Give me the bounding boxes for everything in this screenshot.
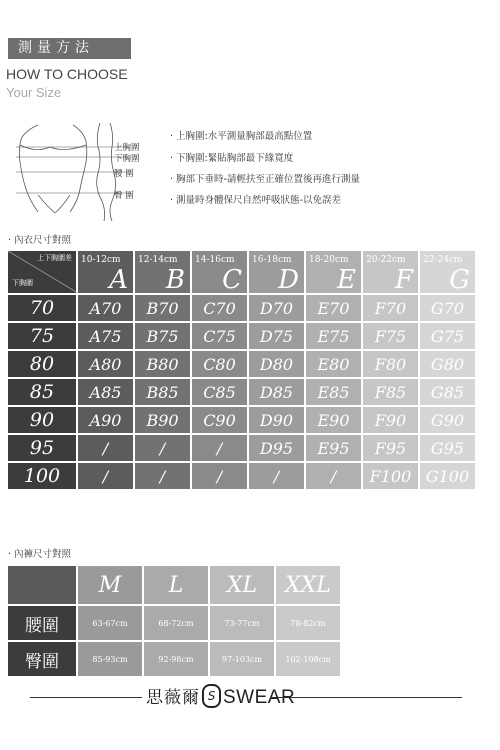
bra-size-cell: C80 <box>192 351 247 377</box>
cup-range: 22-24cm <box>423 255 463 265</box>
bra-size-cell: A70 <box>78 295 133 321</box>
panty-size-header: XXL <box>276 566 340 604</box>
bra-size-cell: A90 <box>78 407 133 433</box>
bra-size-cell: D70 <box>249 295 304 321</box>
underbust-size-cell: 85 <box>8 379 76 405</box>
cup-letter: F <box>394 265 413 295</box>
instruction-text: 下胸圍:緊貼胸部最下緣寬度 <box>176 153 294 164</box>
panty-measure-row <box>8 606 340 640</box>
panty-size-header: M <box>78 566 142 604</box>
bra-size-cell: / <box>306 463 361 489</box>
bra-size-cell: F70 <box>363 295 418 321</box>
bra-size-cell: / <box>135 463 190 489</box>
cup-letter: G <box>449 265 470 295</box>
panty-corner-cell <box>8 566 76 604</box>
cup-header-b <box>135 251 190 293</box>
page-subtitle-en-secondary: Your Size <box>6 85 62 100</box>
cup-range: 12-14cm <box>138 255 178 265</box>
cup-header-f <box>363 251 418 293</box>
bra-size-cell: F80 <box>363 351 418 377</box>
underbust-size-cell: 70 <box>8 295 76 321</box>
panty-size-cell: 68-72cm <box>144 606 208 640</box>
bra-size-cell: G85 <box>420 379 475 405</box>
bra-size-row <box>8 435 475 461</box>
bra-corner-cell <box>8 251 76 293</box>
underbust-size-cell: 100 <box>8 463 76 489</box>
panty-size-header: XL <box>210 566 274 604</box>
figure-label-waist: 腰 圍 <box>114 169 134 179</box>
panty-measure-row <box>8 642 340 676</box>
bra-size-cell: / <box>135 435 190 461</box>
bra-size-cell: B85 <box>135 379 190 405</box>
footer-divider-left <box>30 697 142 698</box>
cup-range: 20-22cm <box>366 255 406 265</box>
bra-size-cell: A80 <box>78 351 133 377</box>
cup-range: 18-20cm <box>309 255 349 265</box>
bra-size-cell: G75 <box>420 323 475 349</box>
bra-size-cell: B80 <box>135 351 190 377</box>
corner-label-underbust: 下胸圍 <box>12 279 33 287</box>
underbust-size-cell: 75 <box>8 323 76 349</box>
bra-size-cell: G90 <box>420 407 475 433</box>
bra-size-cell: B70 <box>135 295 190 321</box>
bra-size-cell: E75 <box>306 323 361 349</box>
bra-size-cell: C90 <box>192 407 247 433</box>
bra-size-cell: C75 <box>192 323 247 349</box>
underbust-size-cell: 80 <box>8 351 76 377</box>
bra-size-cell: E80 <box>306 351 361 377</box>
bra-size-cell: F85 <box>363 379 418 405</box>
bra-size-cell: D90 <box>249 407 304 433</box>
bra-size-cell: C85 <box>192 379 247 405</box>
bra-size-cell: E90 <box>306 407 361 433</box>
instruction-item: · 胸部下垂時-請輕扶至正確位置後再進行測量 <box>170 174 360 185</box>
panty-section-title: · 內褲尺寸對照 <box>8 549 72 560</box>
cup-letter: B <box>165 265 185 295</box>
bra-size-cell: E95 <box>306 435 361 461</box>
bra-size-cell: D85 <box>249 379 304 405</box>
cup-letter: E <box>337 265 356 295</box>
panty-size-header: L <box>144 566 208 604</box>
brand-name-en: SWEAR <box>223 687 296 708</box>
bra-size-cell: D75 <box>249 323 304 349</box>
bra-size-cell: B90 <box>135 407 190 433</box>
panty-size-cell: 63-67cm <box>78 606 142 640</box>
bra-size-cell: A85 <box>78 379 133 405</box>
figure-label-upper-bust: 上胸圍 <box>114 143 140 153</box>
bra-size-cell: D80 <box>249 351 304 377</box>
underbust-size-cell: 90 <box>8 407 76 433</box>
bra-size-table <box>6 249 477 491</box>
cup-letter: D <box>278 265 299 295</box>
bra-size-cell: G95 <box>420 435 475 461</box>
cup-header-a <box>78 251 133 293</box>
panty-size-table <box>6 564 342 678</box>
instruction-item: · 上胸圍:水平測量胸部最高點位置 <box>170 131 313 142</box>
bra-size-cell: E85 <box>306 379 361 405</box>
page-subtitle-en: HOW TO CHOOSE <box>6 66 128 82</box>
brand-name-cn: 思薇爾 <box>146 688 200 708</box>
bra-size-cell: G80 <box>420 351 475 377</box>
figure-label-under-bust: 下胸圍 <box>114 154 140 164</box>
panty-measure-label: 臀圍 <box>8 642 76 676</box>
footer-divider-right <box>272 697 462 698</box>
cup-header-e <box>306 251 361 293</box>
bra-section-title-text: 內衣尺寸對照 <box>14 235 72 246</box>
bra-size-cell: C70 <box>192 295 247 321</box>
bra-size-cell: G100 <box>420 463 475 489</box>
bra-size-row <box>8 379 475 405</box>
bra-size-row <box>8 351 475 377</box>
cup-header-d <box>249 251 304 293</box>
panty-section-title-text: 內褲尺寸對照 <box>14 549 72 560</box>
bra-size-cell: / <box>192 435 247 461</box>
bra-size-cell: A75 <box>78 323 133 349</box>
instruction-text: 測量時身體保尺自然呼吸狀態-以免誤差 <box>176 195 341 206</box>
bra-size-row <box>8 407 475 433</box>
body-silhouette-icon <box>8 117 158 222</box>
bra-size-cell: F100 <box>363 463 418 489</box>
panty-size-cell: 73-77cm <box>210 606 274 640</box>
bra-size-cell: / <box>249 463 304 489</box>
cup-header-c <box>192 251 247 293</box>
bra-size-cell: B75 <box>135 323 190 349</box>
bra-size-cell: / <box>192 463 247 489</box>
panty-size-cell: 97-103cm <box>210 642 274 676</box>
bra-size-cell: F75 <box>363 323 418 349</box>
bra-size-row <box>8 323 475 349</box>
cup-header-g <box>420 251 475 293</box>
bra-size-row <box>8 463 475 489</box>
instruction-text: 上胸圍:水平測量胸部最高點位置 <box>176 131 313 142</box>
panty-size-cell: 92-98cm <box>144 642 208 676</box>
corner-label-diff: 上下胸圍差 <box>37 254 72 262</box>
bra-size-cell: G70 <box>420 295 475 321</box>
panty-measure-label: 腰圍 <box>8 606 76 640</box>
bra-section-title: · 內衣尺寸對照 <box>8 235 72 246</box>
cup-letter: C <box>222 265 242 295</box>
cup-letter: A <box>109 265 128 295</box>
panty-size-cell: 102-108cm <box>276 642 340 676</box>
brand-logo <box>146 683 295 710</box>
figure-label-hip: 臀 圍 <box>114 191 134 201</box>
cup-range: 16-18cm <box>252 255 292 265</box>
panty-size-cell: 85-93cm <box>78 642 142 676</box>
cup-range: 10-12cm <box>81 255 121 265</box>
panty-size-cell: 78-82cm <box>276 606 340 640</box>
bra-size-cell: / <box>78 435 133 461</box>
instruction-item: · 下胸圍:緊貼胸部最下緣寬度 <box>170 153 294 164</box>
cup-range: 14-16cm <box>195 255 235 265</box>
bra-header-row <box>8 251 475 293</box>
page-title: 測量方法 <box>8 38 131 59</box>
bra-size-cell: F95 <box>363 435 418 461</box>
bra-size-row <box>8 295 475 321</box>
bra-size-cell: E70 <box>306 295 361 321</box>
bra-size-cell: / <box>78 463 133 489</box>
bra-size-cell: D95 <box>249 435 304 461</box>
bra-size-cell: F90 <box>363 407 418 433</box>
panty-header-row <box>8 566 340 604</box>
instruction-text: 胸部下垂時-請輕扶至正確位置後再進行測量 <box>176 174 360 185</box>
underbust-size-cell: 95 <box>8 435 76 461</box>
instruction-item: · 測量時身體保尺自然呼吸狀態-以免誤差 <box>170 195 341 206</box>
brand-s-icon: S <box>202 684 221 708</box>
body-measurement-figure <box>8 117 158 222</box>
